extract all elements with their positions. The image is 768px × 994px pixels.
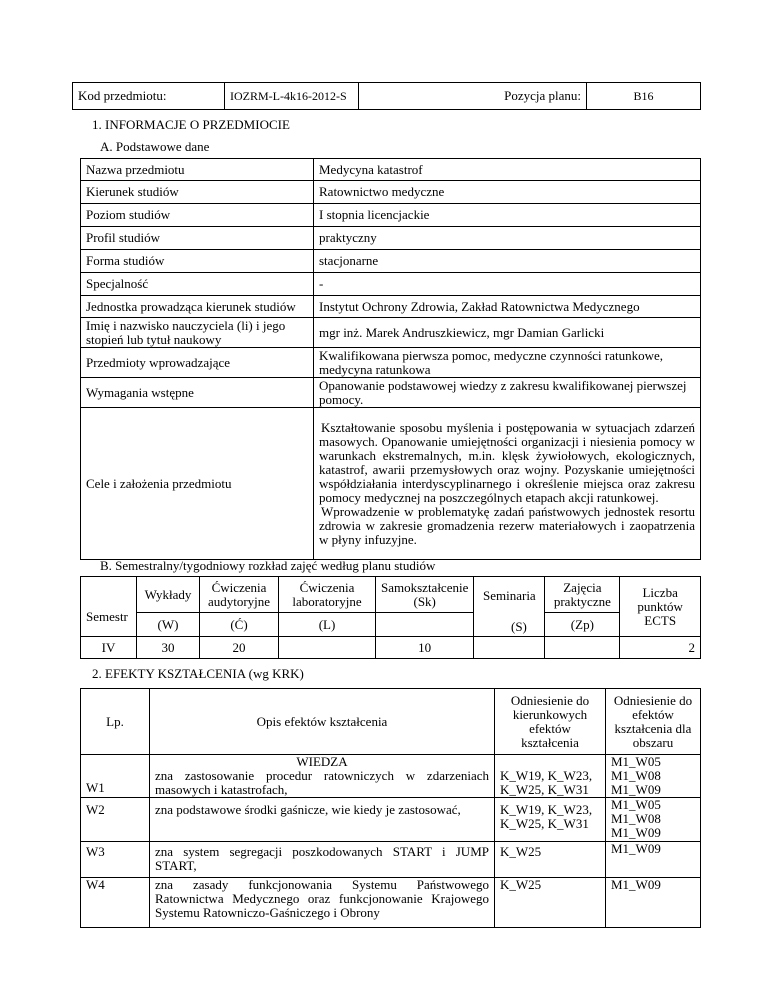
section2-title: 2. EFEKTY KSZTAŁCENIA (wg KRK) <box>92 666 304 681</box>
basic-value: stacjonarne <box>314 250 701 273</box>
a-s: (S) <box>511 619 527 634</box>
row-ects: 2 <box>620 637 701 659</box>
row-w: 30 <box>137 637 200 659</box>
basic-value: Ratownictwo medyczne <box>314 181 701 204</box>
section1-title: 1. INFORMACJE O PRZEDMIOCIE <box>92 117 290 132</box>
a-sk <box>376 613 474 637</box>
w2-obsz: M1_W05 M1_W08 M1_W09 <box>606 798 701 842</box>
basic-value: Medycyna katastrof <box>314 159 701 181</box>
basic-value: Kwalifikowana pierwsza pomoc, medyczne czynności ratunkowe, medycyna ratunkowa <box>314 348 701 378</box>
h-samo: Samokształcenie (Sk) <box>376 577 474 613</box>
w4-opis: zna zasady funkcjonowania Systemu Państwowego Ratownictwa Medycznego oraz funkcjonowanie Krajowego Systemu Ratowniczo-Gaśniczego i Obrony <box>150 878 495 928</box>
h-sem: Seminaria <box>474 577 545 637</box>
goals-text-1: Kształtowanie sposobu myślenia i postępowania w sytuacjach zdarzeń masowych. Opanowanie umiejętności organizacji i niesienia pomocy w warunkach ekstremalnych, m.in. klęsk żywiołowych, ekologicznych, katastrof, awarii przemysłowych oraz wojny. Pozyskanie umiejętności współdziałania interdyscyplinarnego i określenie miejsca oraz zakresu pomocy medycznej na poszczególnych etapach akcji ratunkowej. <box>319 419 695 505</box>
row-sk: 10 <box>376 637 474 659</box>
basic-value: I stopnia licencjackie <box>314 204 701 227</box>
basic-label: Cele i założenia przedmiotu <box>81 408 314 560</box>
w3-opis: zna system segregacji poszkodowanych START i JUMP START, <box>150 842 495 878</box>
wiedza-label: WIEDZA <box>296 754 348 769</box>
h-semestr: Semestr <box>81 577 137 637</box>
w3-lp: W3 <box>81 842 150 878</box>
a-zp: (Zp) <box>545 613 620 637</box>
w1-opis-text: zna zastosowanie procedur ratowniczych w zdarzeniach masowych i katastrofach, <box>155 768 489 797</box>
h-lp: Lp. <box>81 689 150 755</box>
goals-text-2: Wprowadzenie w problematykę zadań państwowych jednostek resortu zdrowia w zakresie gromadzenia rezerw materiałowych i zaopatrzenia w płyny infuzyjne. <box>319 503 695 547</box>
row-zp <box>545 637 620 659</box>
basic-label: Wymagania wstępne <box>81 378 314 408</box>
a-w: (W) <box>137 613 200 637</box>
plan-value: B16 <box>587 83 701 110</box>
section1-sub-b: B. Semestralny/tygodniowy rozkład zajęć według planu studiów <box>100 558 436 573</box>
w3-kier: K_W25 <box>495 842 606 878</box>
w4-lp: W4 <box>81 878 150 928</box>
basic-label: Jednostka prowadząca kierunek studiów <box>81 296 314 318</box>
section1-sub-a: A. Podstawowe dane <box>100 139 210 154</box>
row-s <box>474 637 545 659</box>
a-l: (L) <box>279 613 376 637</box>
basic-label: Przedmioty wprowadzające <box>81 348 314 378</box>
basic-label: Profil studiów <box>81 227 314 250</box>
basic-label: Specjalność <box>81 273 314 296</box>
schedule-table <box>80 576 701 659</box>
basic-value: Instytut Ochrony Zdrowia, Zakład Ratownictwa Medycznego <box>314 296 701 318</box>
code-label: Kod przedmiotu: <box>73 83 225 110</box>
h-cw-aud: Ćwiczenia audytoryjne <box>200 577 279 613</box>
w1-opis <box>150 755 495 798</box>
w2-lp: W2 <box>81 798 150 842</box>
basic-value: praktyczny <box>314 227 701 250</box>
h-kier: Odniesienie do kierunkowych efektów kształcenia <box>495 689 606 755</box>
basic-label: Poziom studiów <box>81 204 314 227</box>
w1-lp: W1 <box>81 755 150 798</box>
w3-obsz: M1_W09 <box>606 842 701 878</box>
goals-cell <box>314 408 701 560</box>
basic-label: Imię i nazwisko nauczyciela (li) i jego stopień lub tytuł naukowy <box>81 318 314 348</box>
header-table <box>72 82 701 110</box>
row-semestr: IV <box>81 637 137 659</box>
h-opis: Opis efektów kształcenia <box>150 689 495 755</box>
h-obsz: Odniesienie do efektów kształcenia dla obszaru <box>606 689 701 755</box>
w2-kier: K_W19, K_W23, K_W25, K_W31 <box>495 798 606 842</box>
w4-kier: K_W25 <box>495 878 606 928</box>
w1-obsz: M1_W05 M1_W08 M1_W09 <box>606 755 701 798</box>
h-ects: Liczba punktów ECTS <box>620 577 701 637</box>
h-zaj: Zajęcia praktyczne <box>545 577 620 613</box>
basic-label: Forma studiów <box>81 250 314 273</box>
w2-opis: zna podstawowe środki gaśnicze, wie kiedy je zastosować, <box>150 798 495 842</box>
basic-label: Kierunek studiów <box>81 181 314 204</box>
row-c: 20 <box>200 637 279 659</box>
w4-obsz: M1_W09 <box>606 878 701 928</box>
code-value: IOZRM-L-4k16-2012-S <box>225 83 359 110</box>
effects-table <box>80 688 701 928</box>
basic-value: mgr inż. Marek Andruszkiewicz, mgr Damian Garlicki <box>314 318 701 348</box>
w1-kier: K_W19, K_W23, K_W25, K_W31 <box>495 755 606 798</box>
basic-label: Nazwa przedmiotu <box>81 159 314 181</box>
basic-value: Opanowanie podstawowej wiedzy z zakresu kwalifikowanej pierwszej pomocy. <box>314 378 701 408</box>
row-l <box>279 637 376 659</box>
basic-value: - <box>314 273 701 296</box>
basic-info-table <box>80 158 701 560</box>
a-c: (Ć) <box>200 613 279 637</box>
h-cw-lab: Ćwiczenia laboratoryjne <box>279 577 376 613</box>
plan-label: Pozycja planu: <box>359 83 587 110</box>
h-wyklady: Wykłady <box>137 577 200 613</box>
